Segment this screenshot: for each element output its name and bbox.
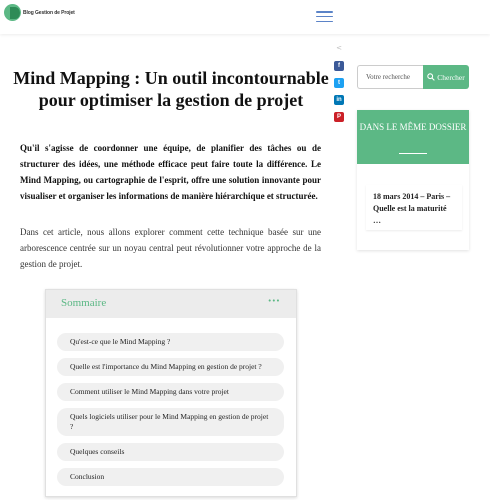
dossier-header [357, 110, 469, 164]
search-form [357, 65, 469, 89]
facebook-share-button[interactable]: f [334, 61, 344, 71]
toc-item[interactable]: Quelle est l'importance du Mind Mapping en gestion de projet ? [57, 358, 284, 376]
toc-title: Sommaire [61, 297, 107, 309]
toc-list [46, 318, 296, 486]
related-post-card[interactable] [366, 185, 462, 230]
search-button[interactable] [423, 65, 469, 89]
toc-header[interactable] [46, 290, 296, 318]
toc-item[interactable]: Comment utiliser le Mind Mapping dans votre projet [57, 383, 284, 401]
related-dossier-widget [357, 110, 469, 250]
twitter-share-button[interactable]: t [334, 78, 344, 88]
toc-item[interactable]: Conclusion [57, 468, 284, 486]
share-icon: < [336, 44, 342, 52]
toc-item[interactable]: Quelques conseils [57, 443, 284, 461]
dossier-title: DANS LE MÊME DOSSIER [359, 122, 467, 132]
more-dots-icon[interactable]: ••• [267, 297, 280, 305]
related-post-link[interactable]: 18 mars 2014 – Paris – Quelle est la maturité … [373, 192, 451, 225]
hamburger-line [316, 21, 333, 23]
article-title: Mind Mapping : Un outil incontournable pour optimiser la gestion de projet [13, 68, 329, 110]
title-divider [399, 153, 427, 154]
share-bar [334, 42, 344, 122]
logo-text: Blog Gestion de Projet [23, 9, 75, 16]
toc-item[interactable]: Quels logiciels utiliser pour le Mind Mapping en gestion de projet ? [57, 408, 284, 436]
article-intro: Qu'il s'agisse de coordonner une équipe, de planifier des tâches ou de structurer des idées, une méthode efficace peut faire toute la différence. Le Mind Mapping, ou cartographie de l'esprit, offre une solution innovante pour visualiser et organiser les informations de manière hiérarchique et structurée. [20, 143, 321, 201]
logo-mark-icon [4, 4, 21, 21]
hamburger-icon[interactable] [316, 11, 333, 22]
article-paragraph: Dans cet article, nous allons explorer comment cette technique basée sur une arborescence centrée sur un noyau central peut révolutionner votre approche de la gestion de projet. [20, 227, 321, 269]
site-header [0, 0, 490, 34]
search-input[interactable] [357, 65, 423, 89]
hamburger-line [316, 11, 333, 13]
search-button-label: Chercher [437, 72, 465, 82]
hamburger-line [316, 16, 333, 18]
table-of-contents [45, 289, 297, 497]
search-icon [427, 73, 435, 81]
toc-item[interactable]: Qu'est-ce que le Mind Mapping ? [57, 333, 284, 351]
site-logo[interactable] [4, 4, 75, 21]
pinterest-share-button[interactable]: P [334, 112, 344, 122]
linkedin-share-button[interactable]: in [334, 95, 344, 105]
